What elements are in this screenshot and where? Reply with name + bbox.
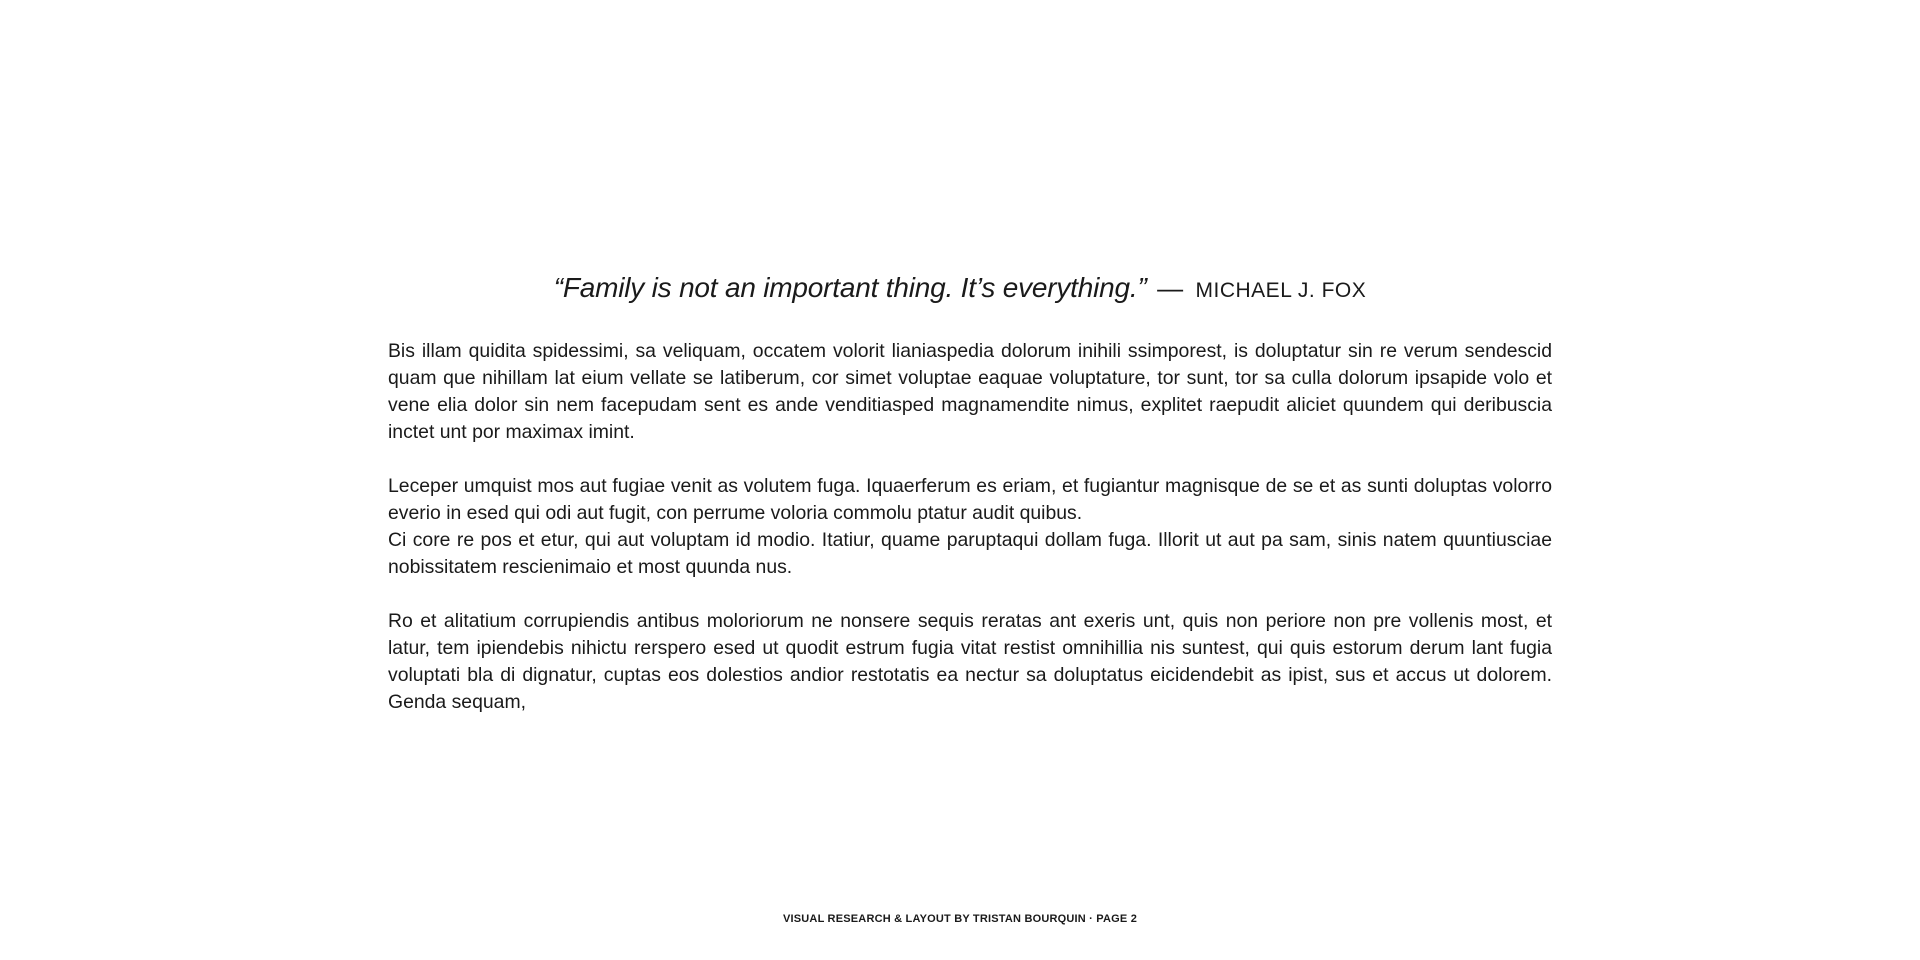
body-text bbox=[388, 338, 1552, 743]
page-footer: VISUAL RESEARCH & LAYOUT BY TRISTAN BOURQUIN · PAGE 2 bbox=[782, 913, 1138, 925]
quote-author: MICHAEL J. FOX bbox=[1195, 279, 1367, 302]
paragraph-1: Bis illam quidita spidessimi, sa veliquam, occatem volorit lianiaspedia dolorum inihili ssimporest, is doluptatur sin re verum sendescid quam que nihillam lat eium vellate se latiberum, cor simet voluptae eaquae voluptature, tor sunt, tor sa culla dolorum ipsapide volo et vene elia dolor sin nem facepudam sent es ande venditiasped magnamendite nimus, explitet raepudit aliciet quundem qui deribuscia inctet unt por maximax imint. bbox=[388, 340, 1552, 443]
quote-text: “Family is not an important thing. It’s everything.” bbox=[553, 272, 1147, 303]
quote-dash: — bbox=[1157, 273, 1184, 303]
paragraph-3: Ci core re pos et etur, qui aut voluptam id modio. Itatiur, quame paruptaqui dollam fuga. Illorit ut aut pa sam, sinis natem quuntiusciae nobissitatem rescienimaio et most quunda nus. bbox=[388, 529, 1552, 578]
paragraph-4: Ro et alitatium corrupiendis antibus moloriorum ne nonsere sequis reratas ant exeris unt, quis non periore non pre vollenis most, et latur, tem ipiendebis nihictu rerspero esed ut quodit estrum fugia vitat restist omnihillia nis suntest, qui quis estorum derum lant fugia voluptati bla di dignatur, cuptas eos dolestios andior restotatis ea nectur sa doluptatus eicidendebit as ipist, sus et accus ut dolorem. Genda sequam, bbox=[388, 610, 1552, 713]
paragraph-2: Leceper umquist mos aut fugiae venit as volutem fuga. Iquaerferum es eriam, et fugiantur magnisque de se et as sunti doluptas volorro everio in esed qui odi aut fugit, con perrume voloria commolu ptatur audit quibus. bbox=[388, 475, 1552, 524]
pull-quote bbox=[0, 272, 1920, 304]
